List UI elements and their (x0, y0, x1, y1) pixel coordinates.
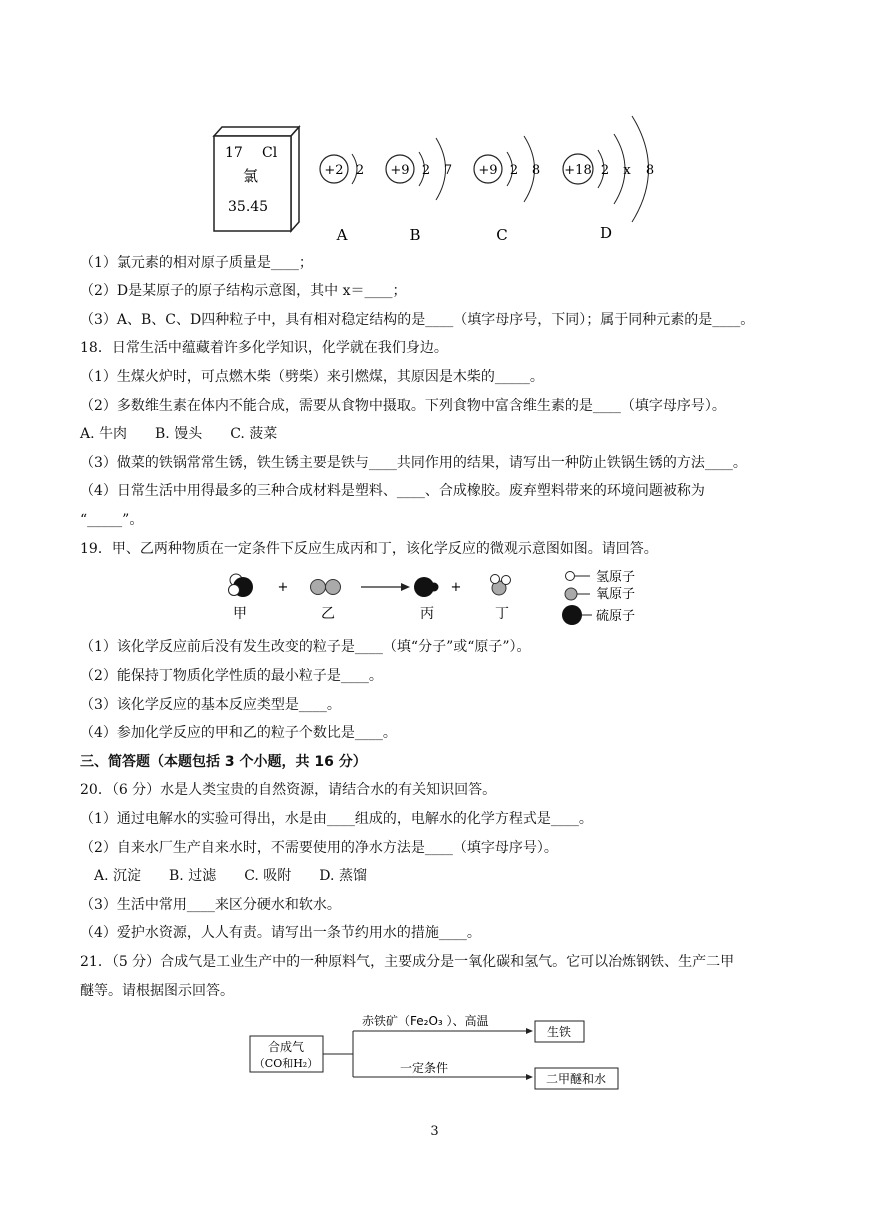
source-line2: （CO和H₂） (253, 1057, 319, 1070)
q20-options: A. 沉淀 B. 过滤 C. 吸附 D. 蒸馏 (80, 868, 367, 884)
structure-c (474, 136, 540, 244)
bottom-condition: 一定条件 (400, 1061, 449, 1075)
legend-oxygen: 氧原子 (596, 587, 636, 602)
q19-part4: （4）参加化学反应的甲和乙的粒子个数比是____。 (80, 725, 397, 741)
label-bing: 丙 (420, 606, 434, 622)
structure-label-d: D (599, 224, 613, 242)
q19-part2: （2）能保持丁物质化学性质的最小粒子是____。 (80, 668, 383, 684)
q20-part3: （3）生活中常用____来区分硬水和软水。 (80, 897, 341, 913)
plus-1: + (277, 580, 289, 595)
q17-part3: （3）A、B、C、D四种粒子中，具有相对稳定结构的是____（填字母序号，下同）；属于同种元素的是____。 (80, 312, 755, 328)
molecule-ding (491, 575, 511, 596)
q21-stem-cont: 醚等。请根据图示回答。 (80, 983, 234, 999)
svg-text:8: 8 (645, 163, 655, 178)
page-number: 3 (430, 1124, 439, 1139)
top-product: 生铁 (546, 1025, 572, 1039)
q20-part4: （4）爱护水资源，人人有责。请写出一条节约用水的措施____。 (80, 925, 481, 941)
section-three-heading: 三、简答题（本题包括 3 个小题，共 16 分） (80, 754, 367, 770)
q17-part1: （1）氯元素的相对原子质量是____； (80, 255, 313, 271)
element-symbol: Cl (262, 145, 278, 161)
svg-text:+9: +9 (478, 163, 498, 178)
molecule-bing (414, 577, 439, 597)
q20-part1: （1）通过电解水的实验可得出，水是由____组成的，电解水的化学方程式是____。 (80, 811, 593, 827)
q18-part3: （3）做菜的铁锅常常生锈，铁生锈主要是铁与____共同作用的结果，请写出一种防止铁锅生锈的方法____。 (80, 455, 747, 471)
svg-text:2: 2 (509, 163, 519, 178)
svg-text:2: 2 (421, 163, 431, 178)
q18-stem: 18．日常生活中蕴藏着许多化学知识，化学就在我们身边。 (80, 340, 448, 356)
q19-part3: （3）该化学反应的基本反应类型是____。 (80, 697, 341, 713)
q18-part2: （2）多数维生素在体内不能合成，需要从食物中摄取。下列食物中富含维生素的是____（填字母序号）。 (80, 398, 726, 414)
structure-a (320, 154, 364, 244)
svg-text:+18: +18 (564, 163, 592, 178)
legend-sulfur: 硫原子 (596, 609, 636, 624)
svg-text:+2: +2 (324, 163, 344, 178)
label-ding: 丁 (495, 606, 509, 622)
svg-text:8: 8 (531, 163, 541, 178)
label-yi: 乙 (321, 606, 335, 622)
q17-part2: （2）D是某原子的原子结构示意图，其中 x＝____； (80, 283, 407, 299)
source-line1: 合成气 (267, 1040, 305, 1054)
structure-label-c: C (496, 226, 508, 244)
reaction-arrow (361, 583, 410, 591)
q18-options: A. 牛肉 B. 馒头 C. 菠菜 (80, 426, 278, 442)
q19-stem: 19．甲、乙两种物质在一定条件下反应生成丙和丁，该化学反应的微观示意图如图。请回答。 (80, 541, 658, 557)
q21-stem: 21．（5 分）合成气是工业生产中的一种原料气，主要成分是一氧化碳和氢气。它可以冶炼钢铁、生产二甲 (80, 954, 735, 970)
element-card (214, 127, 299, 231)
element-number: 17 (225, 145, 243, 161)
plus-2: + (450, 580, 462, 595)
q20-stem: 20．（6 分）水是人类宝贵的自然资源，请结合水的有关知识回答。 (80, 782, 497, 798)
q18-part4: （4）日常生活中用得最多的三种合成材料是塑料、____、合成橡胶。废弃塑料带来的环境问题被称为 (80, 483, 705, 499)
top-condition: 赤铁矿（Fe₂O₃ ）、高温 (362, 1014, 489, 1028)
structure-d (563, 116, 654, 242)
structure-b (386, 138, 452, 244)
molecule-yi (311, 580, 341, 595)
bottom-product: 二甲醚和水 (545, 1072, 607, 1086)
reaction-diagram (0, 566, 869, 636)
legend-hydrogen: 氢原子 (596, 570, 636, 585)
molecule-jia (229, 574, 254, 597)
atom-structure-figure (0, 0, 869, 250)
q20-part2: （2）自来水厂生产自来水时，不需要使用的净水方法是____（填字母序号）。 (80, 840, 558, 856)
svg-text:2: 2 (355, 163, 365, 178)
svg-text:x: x (623, 163, 631, 178)
legend (562, 570, 635, 625)
element-mass: 35.45 (228, 199, 269, 215)
svg-text:7: 7 (443, 163, 453, 178)
label-jia: 甲 (233, 606, 247, 622)
structure-label-a: A (336, 226, 348, 244)
svg-text:2: 2 (600, 163, 610, 178)
element-name: 氯 (243, 167, 259, 185)
q19-part1: （1）该化学反应前后没有发生改变的粒子是____（填“分子”或“原子”）。 (80, 639, 531, 655)
structure-label-b: B (409, 226, 421, 244)
q18-part1: （1）生煤火炉时，可点燃木柴（劈柴）来引燃煤，其原因是木柴的_____。 (80, 369, 544, 385)
svg-text:+9: +9 (390, 163, 410, 178)
syngas-flow-diagram (0, 1008, 869, 1098)
q18-part4-cont: “_____”。 (80, 512, 144, 528)
